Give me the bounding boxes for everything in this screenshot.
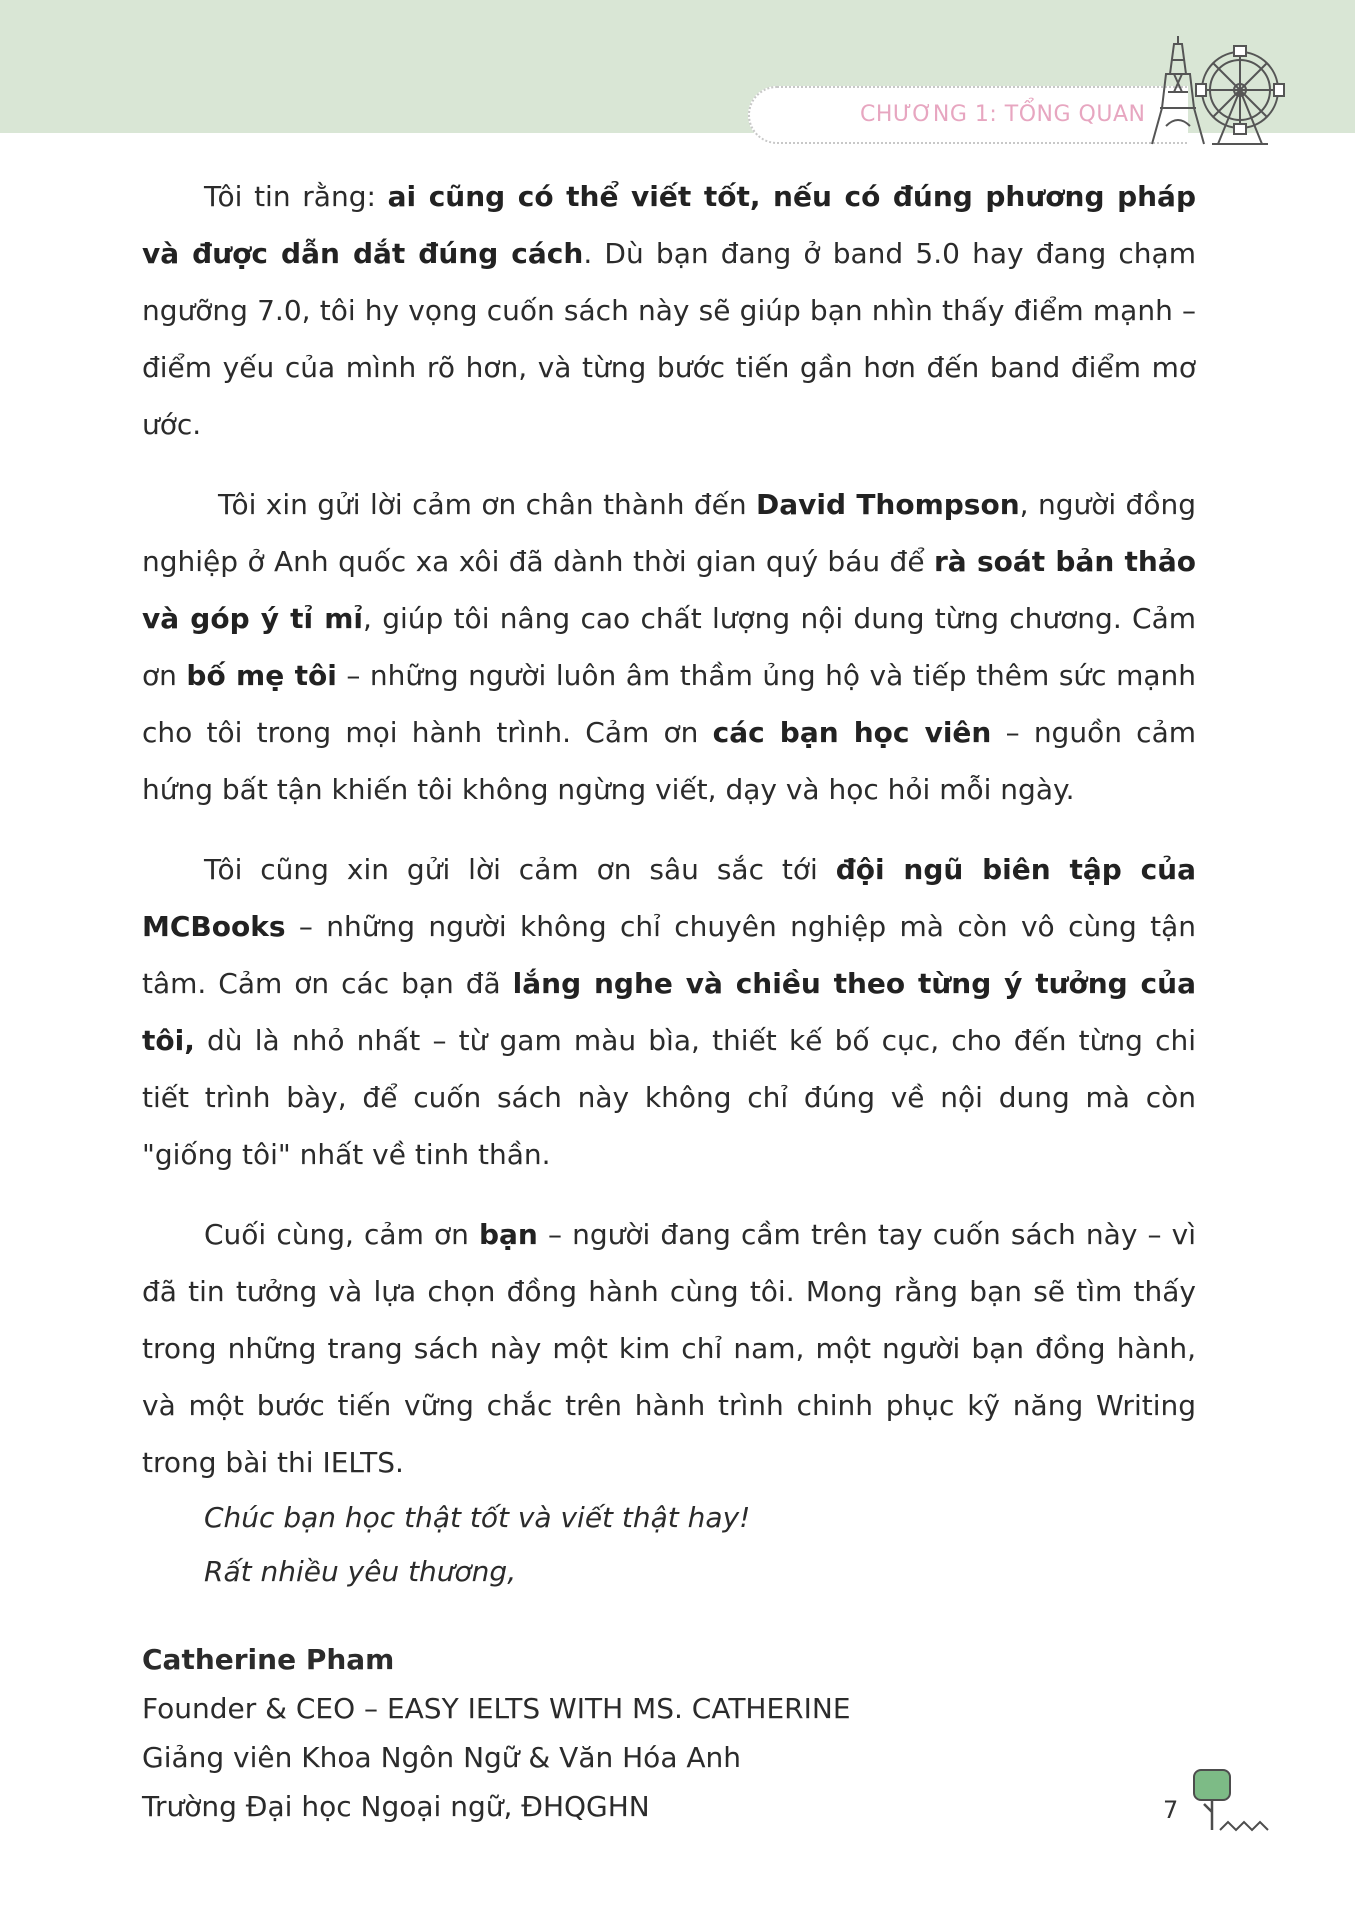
paragraph-4 [142, 1206, 1196, 1491]
bold-text: ai cũng có thể viết tốt, nếu có đúng phương pháp và được dẫn dắt đúng cách [142, 180, 1196, 270]
text: dù là nhỏ nhất – từ gam màu bìa, thiết kế bố cục, cho đến từng chi tiết trình bày, để cuốn sách này không chỉ đúng về nội dung mà còn "giống tôi" nhất về tinh thần. [142, 1024, 1196, 1171]
bold-text: lắng nghe và chiều theo từng ý tưởng của tôi, [142, 967, 1196, 1057]
chapter-title: CHƯƠNG 1: TỔNG QUAN [860, 102, 1146, 127]
eiffel-tower-ferris-wheel-icon [1148, 30, 1288, 148]
author-role-2: Giảng viên Khoa Ngôn Ngữ & Văn Hóa Anh [142, 1741, 742, 1774]
bold-text: David Thompson [756, 488, 1020, 521]
tree-icon [1190, 1768, 1280, 1838]
chapter-tab [748, 86, 1188, 144]
page-number: 7 [1163, 1796, 1179, 1824]
paragraph-2 [142, 476, 1196, 818]
text: , giúp tôi nâng cao chất lượng nội dung từng chương. Cảm ơn [142, 602, 1197, 692]
bold-text: rà soát bản thảo và góp ý tỉ mỉ [142, 545, 1196, 635]
text: – những người luôn âm thầm ủng hộ và tiếp thêm sức mạnh cho tôi trong mọi hành trình. Cảm ơn [142, 659, 1196, 749]
paragraph-1 [142, 168, 1196, 453]
closing-line-1: Chúc bạn học thật tốt và viết thật hay! [204, 1501, 751, 1534]
text: Cuối cùng, cảm ơn [204, 1218, 479, 1251]
text: – người đang cầm trên tay cuốn sách này – vì đã tin tưởng và lựa chọn đồng hành cùng tôi. Mong rằng bạn sẽ tìm thấy trong những trang sách này một kim chỉ nam, một người bạn đồng hành, và một bước tiến vững chắc trên hành trình chinh phục kỹ năng Writing trong bài thi IELTS. [142, 1218, 1196, 1479]
author-role-1: Founder & CEO – EASY IELTS WITH MS. CATHERINE [142, 1692, 851, 1725]
text: Tôi cũng xin gửi lời cảm ơn sâu sắc tới [204, 853, 836, 886]
text: , người đồng nghiệp ở Anh quốc xa xôi đã dành thời gian quý báu để [142, 488, 1196, 578]
text: Tôi xin gửi lời cảm ơn chân thành đến [218, 488, 757, 521]
bold-text: đội ngũ biên tập của MCBooks [142, 853, 1197, 943]
foreword-body [142, 168, 1196, 1831]
text: . Dù bạn đang ở band 5.0 hay đang chạm ngưỡng 7.0, tôi hy vọng cuốn sách này sẽ giúp bạn nhìn thấy điểm mạnh – điểm yếu của mình rõ hơn, và từng bước tiến gần hơn đến band điểm mơ ước. [142, 237, 1196, 441]
text: Tôi tin rằng: [204, 180, 388, 213]
text: – nguồn cảm hứng bất tận khiến tôi không ngừng viết, dạy và học hỏi mỗi ngày. [142, 716, 1197, 806]
signature-block [142, 1635, 1196, 1831]
bold-text: bạn [478, 1218, 538, 1251]
closing-line-2: Rất nhiều yêu thương, [204, 1555, 517, 1588]
text: – những người không chỉ chuyên nghiệp mà còn vô cùng tận tâm. Cảm ơn các bạn đã [142, 910, 1196, 1000]
paragraph-3 [142, 841, 1196, 1183]
author-name: Catherine Pham [142, 1643, 395, 1676]
bold-text: các bạn học viên [712, 716, 992, 749]
author-role-3: Trường Đại học Ngoại ngữ, ĐHQGHN [142, 1790, 650, 1823]
bold-text: bố mẹ tôi [186, 659, 337, 692]
